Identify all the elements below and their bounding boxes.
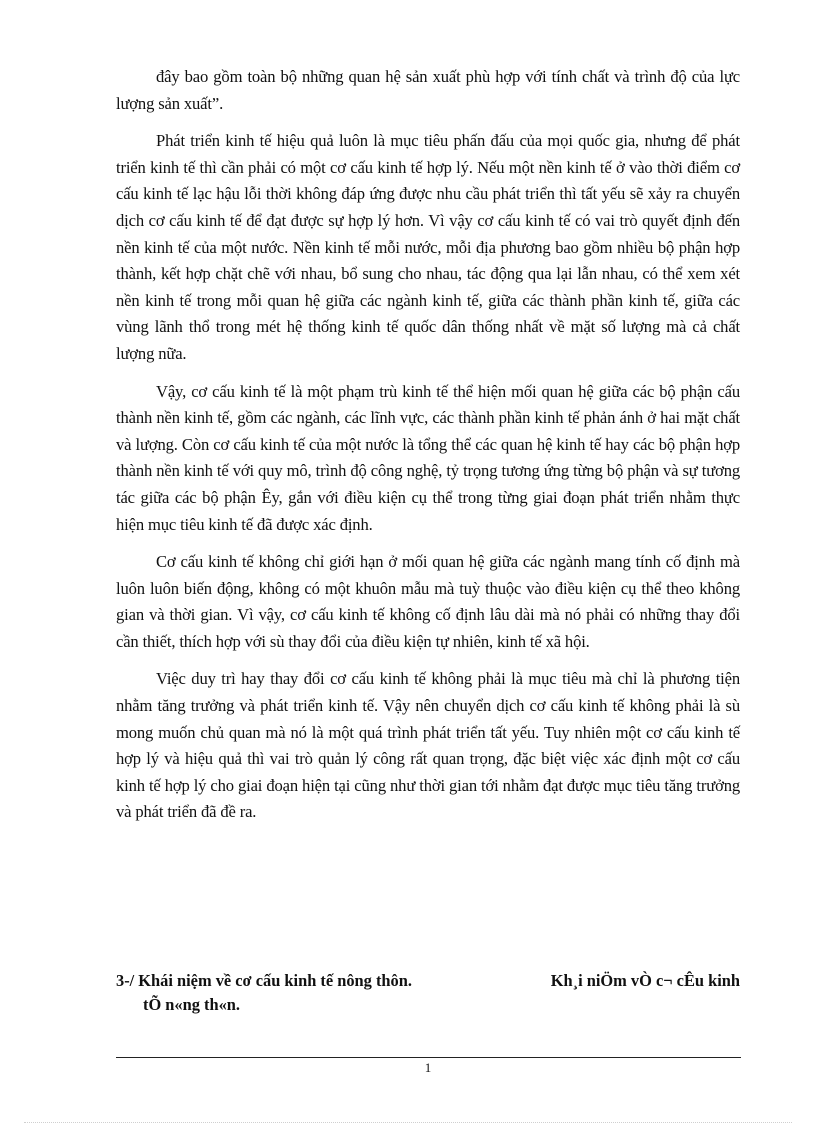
footer-divider — [116, 1057, 741, 1058]
paragraph-3: Vậy, cơ cấu kinh tế là một phạm trù kinh tế thể hiện mối quan hệ giữa các bộ phận cấu thành nền kinh tế, gồm các ngành, các lĩnh vực, các thành phần kinh tế phản ánh ở hai mặt chất và lượng. Còn cơ cấu kinh tế của một nước là tổng thể các quan hệ kinh tế hay các bộ phận hợp thành nền kinh tế với quy mô, trình độ công nghệ, tỷ trọng tương ứng từng bộ phận và sự tương tác giữa các bộ phận Êy, gắn với điều kiện cụ thể trong từng giai đoạn phát triển nhằm thực hiện mục tiêu kinh tế đã được xác định. — [116, 381, 740, 534]
paragraph-5: Việc duy trì hay thay đổi cơ cấu kinh tế không phải là mục tiêu mà chỉ là phương tiện nhằm tăng trưởng và phát triển kinh tế. Vậy nên chuyển dịch cơ cấu kinh tế không phải là sù mong muốn chủ quan mà nó là một quá trình phát triển tất yếu. Tuy nhiên một cơ cấu kinh tế hợp lý và hiệu quả thì vai trò quản lý công rất quan trọng, đặc biệt việc xác định một cơ cấu kinh tế hợp lý cho giai đoạn hiện tại cũng như thời gian tới nhằm đạt được mục tiêu tăng trưởng và phát triển đã đề ra. — [116, 669, 740, 822]
paragraph-1: đây bao gồm toàn bộ những quan hệ sản xuất phù hợp với tính chất và trình độ của lực lượng sản xuất”. — [116, 67, 740, 113]
section-heading-garbled: Kh¸i niÖm vÒ c¬ cÊu kinh — [550, 971, 740, 990]
paragraph-4: Cơ cấu kinh tế không chỉ giới hạn ở mối quan hệ giữa các ngành mang tính cố định mà luôn luôn biến động, không có một khuôn mẫu mà tuỳ thuộc vào điều kiện cụ thể theo không gian và thời gian. Vì vậy, cơ cấu kinh tế không cố định lâu dài mà nó phải có những thay đổi cần thiết, thích hợp với sù thay đổi của điều kiện tự nhiên, kinh tế xã hội. — [116, 552, 740, 651]
section-heading-title: 3-/ Khái niệm về cơ cấu kinh tế nông thôn. — [116, 971, 412, 990]
document-body — [116, 64, 740, 837]
paragraph-2: Phát triển kinh tế hiệu quả luôn là mục tiêu phấn đấu của mọi quốc gia, nhưng để phát triển kinh tế thì cần phải có một cơ cấu kinh tế hợp lý. Nếu một nền kinh tế ở vào thời điểm cơ cấu kinh tế lạc hậu lỗi thời không đáp ứng được nhu cầu phát triển thì tất yếu sẽ xảy ra chuyển dịch cơ cấu kinh tế để đạt được sự hợp lý hơn. Vì vậy cơ cấu kinh tế có vai trò quyết định đến nền kinh tế của một nước. Nền kinh tế mỗi nước, mỗi địa phương bao gồm nhiều bộ phận hợp thành, kết hợp chặt chẽ với nhau, bổ sung cho nhau, tác động qua lại lẫn nhau, có thể xem xét nền kinh tế trong mỗi quan hệ giữa các ngành kinh tế, giữa các thành phần kinh tế, giữa các vùng lãnh thổ trong mét hệ thống kinh tế quốc dân thống nhất về mặt số lượng mà cả chất lượng nữa. — [116, 131, 740, 363]
section-heading-continuation: tÕ n«ng th«n. — [143, 995, 241, 1014]
page-number: 1 — [424, 1060, 432, 1075]
